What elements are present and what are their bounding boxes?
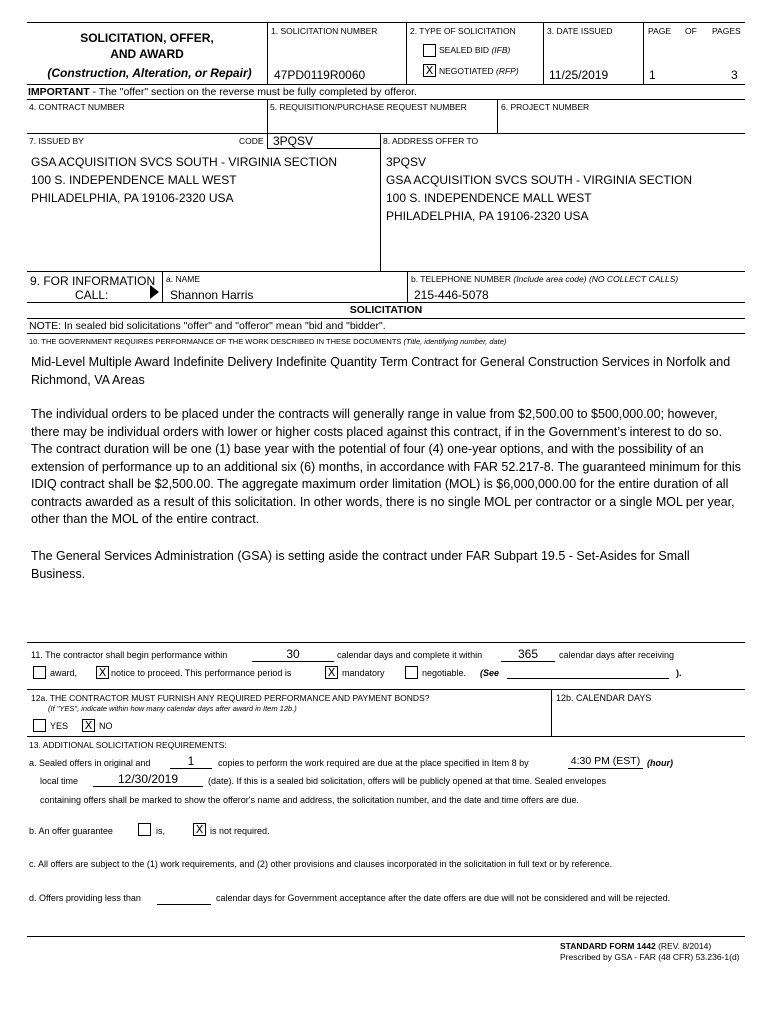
hour-label: (hour) — [647, 758, 673, 768]
contract-number-label: 4. CONTRACT NUMBER — [29, 102, 125, 112]
page-number-value: 1 — [649, 68, 656, 82]
item13a-text1: a. Sealed offers in original and — [29, 758, 151, 768]
address-line1: 3PQSV — [386, 155, 427, 169]
info-call-label-line2: CALL: — [75, 288, 109, 302]
contact-name-label: a. NAME — [166, 274, 201, 284]
mandatory-checkbox[interactable]: X — [325, 666, 338, 679]
form-title-line3: (Construction, Alteration, or Repair) — [47, 66, 252, 80]
negotiable-label: negotiable. — [422, 668, 467, 678]
date-issued-label: 3. DATE ISSUED — [547, 26, 613, 36]
guarantee-is-checkbox[interactable] — [138, 823, 151, 836]
guarantee-is-label: is, — [156, 826, 165, 836]
due-time-field[interactable]: 4:30 PM (EST) — [568, 755, 643, 769]
item10-label: 10. THE GOVERNMENT REQUIRES PERFORMANCE OF THE WORK DESCRIBED IN THESE DOCUMENTS (Title, identifying number, date) — [29, 337, 507, 346]
calendar-days-label: 12b. CALENDAR DAYS — [556, 693, 652, 703]
local-time-label: local time — [40, 776, 79, 786]
bonds-no-label: NO — [99, 721, 113, 731]
work-description-body: The individual orders to be placed under the contracts will generally range in value from $2,500.00 to $500,000.00; however, there may be individual orders with lower or higher costs placed against this contract, if in the Government’s interest to do so. The contract duration will be one (1) base year with the potential of four (4) one-year options, and with the possibility of an extension of performance up to an additional six (6) months, in accordance with FAR 52.217-8. The guaranteed minimum for this IDIQ contract shall be $2,500.00. The aggregate maximum order limitation (MOL) is $6,000,000.00 for the entire duration of all contracts awarded as a result of this solicitation. In other words, there is no single MOL per contractor or a single MOL per year, other than the MOL of the entire contract. — [31, 407, 741, 526]
page-label: PAGE — [648, 26, 671, 36]
negotiated-label: NEGOTIATED (RFP) — [439, 66, 519, 76]
notice-to-proceed-label: notice to proceed. This performance period is — [111, 668, 292, 678]
info-call-label-line1: 9. FOR INFORMATION — [30, 274, 156, 288]
bonds-no-checkbox[interactable]: X — [82, 719, 95, 732]
item13a-text4: containing offers shall be marked to show the offeror's name and address, the solicitation number, and the date and time offers are due. — [40, 795, 580, 805]
solicitation-number-label: 1. SOLICITATION NUMBER — [271, 26, 378, 36]
guarantee-not-required-checkbox[interactable]: X — [193, 823, 206, 836]
total-pages-value: 3 — [731, 68, 738, 82]
item13-label: 13. ADDITIONAL SOLICITATION REQUIREMENTS: — [29, 740, 227, 750]
solicitation-heading: SOLICITATION — [349, 304, 423, 316]
solicitation-number-value[interactable]: 47PD0119R0060 — [274, 68, 366, 82]
telephone-label: b. TELEPHONE NUMBER (Include area code) (NO COLLECT CALLS) — [411, 274, 679, 284]
item12a-note: (If "YES", indicate within how many calendar days after award in Item 12b.) — [48, 704, 297, 713]
address-line3: 100 S. INDEPENDENCE MALL WEST — [386, 191, 592, 205]
award-checkbox[interactable] — [33, 666, 46, 679]
item13d-text2: calendar days for Government acceptance after the date offers are due will not be considered and will be rejected. — [216, 893, 671, 903]
work-description-title: Mid-Level Multiple Award Indefinite Delivery Indefinite Quantity Term Contract for General Construction Services in Norfolk and Richmond, VA Areas — [31, 355, 731, 387]
item13d-text1: d. Offers providing less than — [29, 893, 141, 903]
item11-text-b: calendar days and complete it within — [337, 650, 483, 660]
bonds-yes-checkbox[interactable] — [33, 719, 46, 732]
award-label: award, — [50, 668, 78, 678]
important-notice: IMPORTANT - The "offer" section on the reverse must be fully completed by offeror. — [28, 86, 417, 98]
issued-by-code[interactable]: 3PQSV — [273, 134, 314, 148]
project-number-label: 6. PROJECT NUMBER — [501, 102, 590, 112]
contact-name-value[interactable]: Shannon Harris — [170, 288, 254, 302]
copies-field[interactable]: 1 — [170, 754, 212, 769]
date-issued-value[interactable]: 11/25/2019 — [549, 68, 609, 82]
sealed-bid-label: SEALED BID (IFB) — [439, 45, 511, 55]
item13b-text: b. An offer guarantee — [29, 826, 113, 836]
item13a-text3: (date). If this is a sealed bid solicitation, offers will be publicly opened at that time. Sealed envelopes — [208, 776, 607, 786]
see-reference-field[interactable] — [507, 667, 669, 679]
of-label: OF — [685, 26, 697, 36]
mandatory-label: mandatory — [342, 668, 385, 678]
telephone-value[interactable]: 215-446-5078 — [414, 288, 489, 302]
pages-label: PAGES — [712, 26, 741, 36]
issued-by-line3: PHILADELPHIA, PA 19106-2320 USA — [31, 191, 234, 205]
address-line4: PHILADELPHIA, PA 19106-2320 USA — [386, 209, 589, 223]
requisition-number-label: 5. REQUISITION/PURCHASE REQUEST NUMBER — [270, 102, 467, 112]
notice-to-proceed-checkbox[interactable]: X — [96, 666, 109, 679]
see-close: ). — [676, 668, 682, 678]
sealed-bid-note: NOTE: In sealed bid solicitations "offer" and "offeror" mean "bid and "bidder". — [29, 320, 386, 332]
item13a-text2: copies to perform the work required are due at the place specified in Item 8 by — [218, 758, 529, 768]
form-number: STANDARD FORM 1442 (REV. 8/2014) — [560, 941, 712, 951]
form-title-line2: AND AWARD — [110, 47, 184, 61]
negotiable-checkbox[interactable] — [405, 666, 418, 679]
type-of-solicitation-label: 2. TYPE OF SOLICITATION — [410, 26, 516, 36]
due-date-field[interactable]: 12/30/2019 — [93, 772, 203, 787]
code-label: CODE — [239, 136, 264, 146]
days-to-begin-field[interactable]: 30 — [252, 647, 334, 662]
issued-by-line2: 100 S. INDEPENDENCE MALL WEST — [31, 173, 237, 187]
prescribed-by: Prescribed by GSA - FAR (48 CFR) 53.236-1(d) — [560, 952, 740, 962]
issued-by-label: 7. ISSUED BY — [29, 136, 84, 146]
acceptance-days-field[interactable] — [157, 893, 211, 905]
set-aside-statement: The General Services Administration (GSA) is setting aside the contract under FAR Subpart 19.5 - Set-Asides for Small Business. — [31, 549, 690, 581]
address-line2: GSA ACQUISITION SVCS SOUTH - VIRGINIA SECTION — [386, 173, 693, 187]
days-to-complete-field[interactable]: 365 — [501, 647, 555, 662]
issued-by-line1: GSA ACQUISITION SVCS SOUTH - VIRGINIA SECTION — [31, 155, 338, 169]
item12a-label: 12a. THE CONTRACTOR MUST FURNISH ANY REQUIRED PERFORMANCE AND PAYMENT BONDS? — [31, 693, 430, 703]
form-title-line1: SOLICITATION, OFFER, — [80, 31, 214, 45]
guarantee-not-required-label: is not required. — [210, 826, 270, 836]
see-label: (See — [480, 668, 500, 678]
sealed-bid-checkbox[interactable] — [423, 44, 436, 57]
item11-text-c: calendar days after receiving — [559, 650, 675, 660]
bonds-yes-label: YES — [50, 721, 69, 731]
arrow-right-icon — [150, 285, 159, 299]
negotiated-checkbox[interactable]: X — [423, 64, 436, 77]
item11-text-a: 11. The contractor shall begin performance within — [31, 650, 228, 660]
item13c-text: c. All offers are subject to the (1) work requirements, and (2) other provisions and clauses incorporated in the solicitation in full text or by reference. — [29, 859, 613, 869]
address-offer-to-label: 8. ADDRESS OFFER TO — [383, 136, 479, 146]
